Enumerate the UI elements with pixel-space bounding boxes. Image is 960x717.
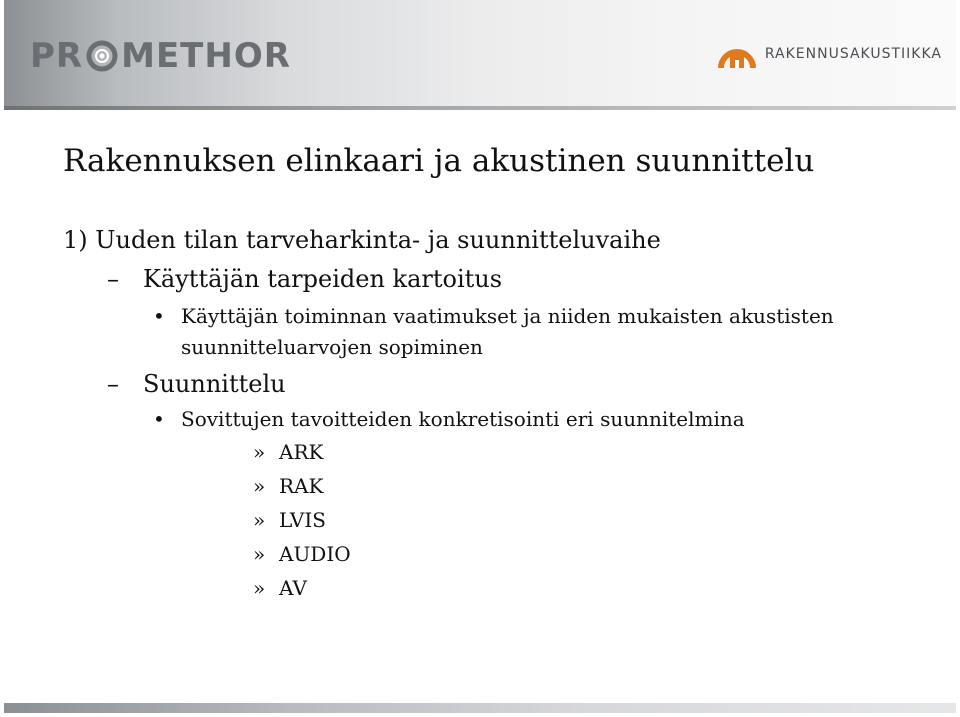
sound-ring-icon [86, 40, 118, 72]
item-text: RAK [279, 474, 324, 498]
bullet-marker: • [153, 304, 165, 328]
chevron-marker: » [253, 542, 266, 566]
list-item-level2 [107, 261, 943, 297]
item-text: ARK [279, 440, 324, 464]
list-item-level4 [253, 469, 943, 503]
logo-text-suffix: METHOR [121, 36, 291, 76]
house-logo-icon [717, 34, 757, 74]
list-item-level4 [253, 503, 943, 537]
footer-band [4, 703, 956, 713]
header-band [4, 0, 956, 110]
list-item-level4 [253, 571, 943, 605]
item-text: 1) Uuden tilan tarveharkinta- ja suunnitteluvaihe [63, 226, 661, 254]
promethor-logo [30, 36, 291, 76]
dash-marker: – [107, 265, 119, 293]
chevron-marker: » [253, 576, 266, 600]
item-text: AV [279, 576, 307, 600]
list-item-level3 [153, 404, 943, 435]
list-item-level2 [107, 366, 943, 402]
item-text: Sovittujen tavoitteiden konkretisointi eri suunnitelmina [181, 407, 745, 431]
item-text: Käyttäjän toiminnan vaatimukset ja niiden mukaisten akustisten suunnitteluarvojen sopiminen [181, 304, 834, 359]
item-text: Käyttäjän tarpeiden kartoitus [143, 265, 503, 293]
list-item-level4 [253, 435, 943, 469]
slide-content [63, 222, 943, 605]
list-item-level4 [253, 537, 943, 571]
dash-marker: – [107, 370, 119, 398]
logo-text-prefix: PR [30, 36, 84, 76]
item-text: LVIS [279, 508, 326, 532]
bullet-marker: • [153, 407, 165, 431]
list-item-level1 [63, 222, 943, 258]
chevron-marker: » [253, 440, 266, 464]
chevron-marker: » [253, 508, 266, 532]
list-item-level3 [153, 301, 943, 363]
brand-name: RAKENNUSAKUSTIIKKA [764, 46, 942, 62]
item-text: Suunnittelu [143, 370, 286, 398]
rakennusakustiikka-logo [717, 34, 942, 74]
slide-title: Rakennuksen elinkaari ja akustinen suunnittelu [63, 143, 815, 179]
item-text: AUDIO [279, 542, 351, 566]
chevron-marker: » [253, 474, 266, 498]
